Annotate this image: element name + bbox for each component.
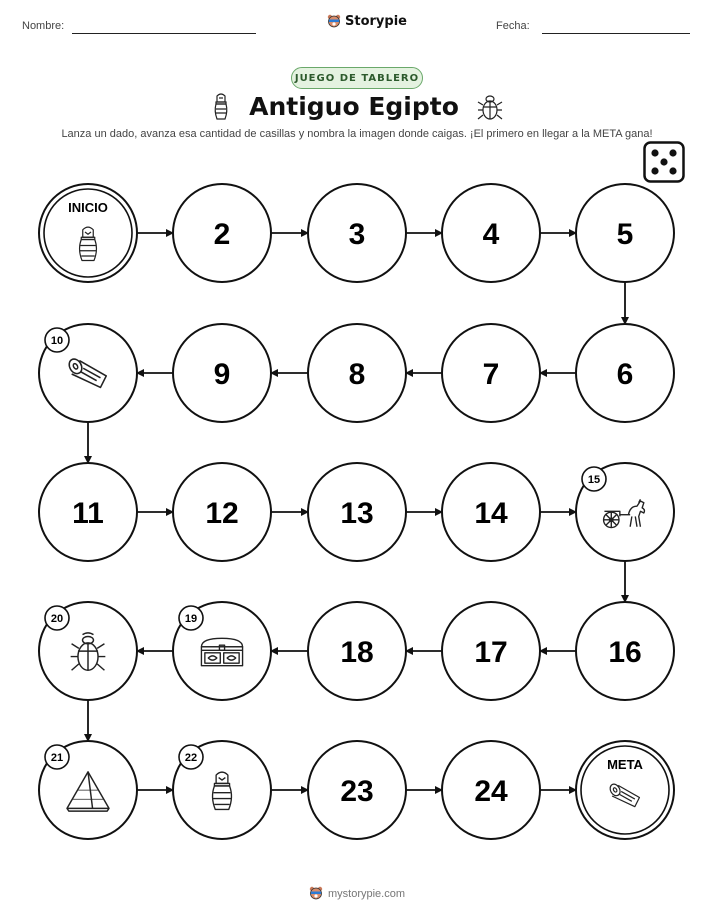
instructions: Lanza un dado, avanza esa cantidad de casillas y nombra la imagen donde caigas. ¡El primero en llegar a la META gana! [61,128,653,140]
space-number: 18 [340,636,374,669]
board-space-4[interactable] [442,184,540,282]
bear-mascot-icon [309,886,323,901]
space-number: 24 [474,775,508,808]
finish-label: META [607,757,643,772]
board-space-17[interactable] [442,602,540,700]
space-number: 7 [482,358,500,391]
space-number: 9 [213,358,231,391]
board-space-3[interactable] [308,184,406,282]
board-space-25[interactable] [576,741,674,839]
space-number: 8 [348,358,366,391]
board-space-24[interactable] [442,741,540,839]
space-number: 10 [50,335,64,347]
board-space-14[interactable] [442,463,540,561]
board-space-9[interactable] [173,324,271,422]
space-number: 23 [340,775,374,808]
board-space-2[interactable] [173,184,271,282]
space-number: 6 [616,358,634,391]
category-badge: JUEGO DE TABLERO [291,67,423,89]
space-number: 22 [184,752,198,764]
space-number: 17 [474,636,508,669]
space-number: 5 [616,218,634,251]
space-number: 16 [608,636,642,669]
space-number: 3 [348,218,366,251]
board-space-18[interactable] [308,602,406,700]
space-number: 20 [50,613,64,625]
brand-name: Storypie [345,14,407,29]
space-number: 15 [587,474,601,486]
board-space-8[interactable] [308,324,406,422]
space-circle [39,184,137,282]
board-space-7[interactable] [442,324,540,422]
start-label: INICIO [68,200,108,215]
page-title: Antiguo Egipto [249,92,459,121]
board-space-20[interactable] [39,602,137,700]
footer-url: mystorypie.com [327,887,406,900]
board-space-11[interactable] [39,463,137,561]
space-number: 19 [184,613,198,625]
space-number: 2 [213,218,231,251]
board-space-10[interactable] [39,324,137,422]
space-number: 4 [482,218,500,251]
space-number: 14 [474,497,508,530]
board-space-22[interactable] [173,741,271,839]
space-number: 21 [50,752,64,764]
space-circle [576,741,674,839]
space-number: 12 [205,497,239,530]
board-space-5[interactable] [576,184,674,282]
board-space-15[interactable] [576,463,674,561]
board-space-16[interactable] [576,602,674,700]
board-space-12[interactable] [173,463,271,561]
space-number: 11 [72,497,104,530]
board-space-6[interactable] [576,324,674,422]
board-space-13[interactable] [308,463,406,561]
space-number: 13 [340,497,374,530]
date-label: Fecha: [496,20,530,32]
footer [0,886,714,901]
name-label: Nombre: [22,20,65,32]
board-space-1[interactable] [39,184,137,282]
board-space-21[interactable] [39,741,137,839]
board-space-23[interactable] [308,741,406,839]
board-space-19[interactable] [173,602,271,700]
